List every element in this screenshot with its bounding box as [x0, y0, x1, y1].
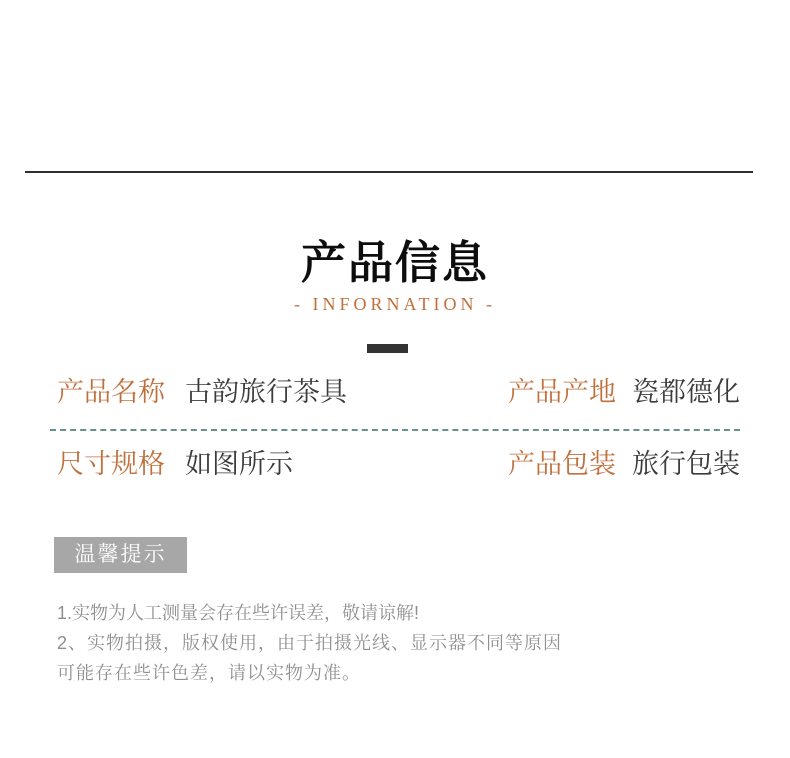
spec-label-product-name: 产品名称 — [57, 377, 165, 407]
spec-value-product-name: 古韵旅行茶具 — [185, 377, 347, 407]
spec-label-packaging: 产品包装 — [508, 449, 616, 479]
spec-value-origin: 瓷都德化 — [632, 377, 740, 407]
page-title: 产品信息 — [300, 238, 489, 288]
spec-row-1 — [0, 377, 790, 407]
spec-label-origin: 产品产地 — [508, 377, 616, 407]
spec-row-2 — [0, 449, 790, 479]
dotted-divider — [50, 429, 740, 431]
tip-line-2: 2、实物拍摄，版权使用，由于拍摄光线、显示器不同等原因 — [57, 633, 563, 653]
spec-value-size: 如图所示 — [185, 449, 293, 479]
page-subtitle: - INFORNATION - — [294, 294, 496, 314]
tips-badge: 温馨提示 — [54, 537, 187, 573]
spec-label-size: 尺寸规格 — [57, 449, 165, 479]
top-divider-rule — [25, 171, 753, 173]
spec-value-packaging: 旅行包装 — [632, 449, 740, 479]
tip-line-1: 1.实物为人工测量会存在些许误差，敬请谅解! — [57, 603, 420, 623]
tip-line-3: 可能存在些许色差，请以实物为准。 — [57, 663, 361, 683]
top-divider-tab — [367, 344, 408, 353]
